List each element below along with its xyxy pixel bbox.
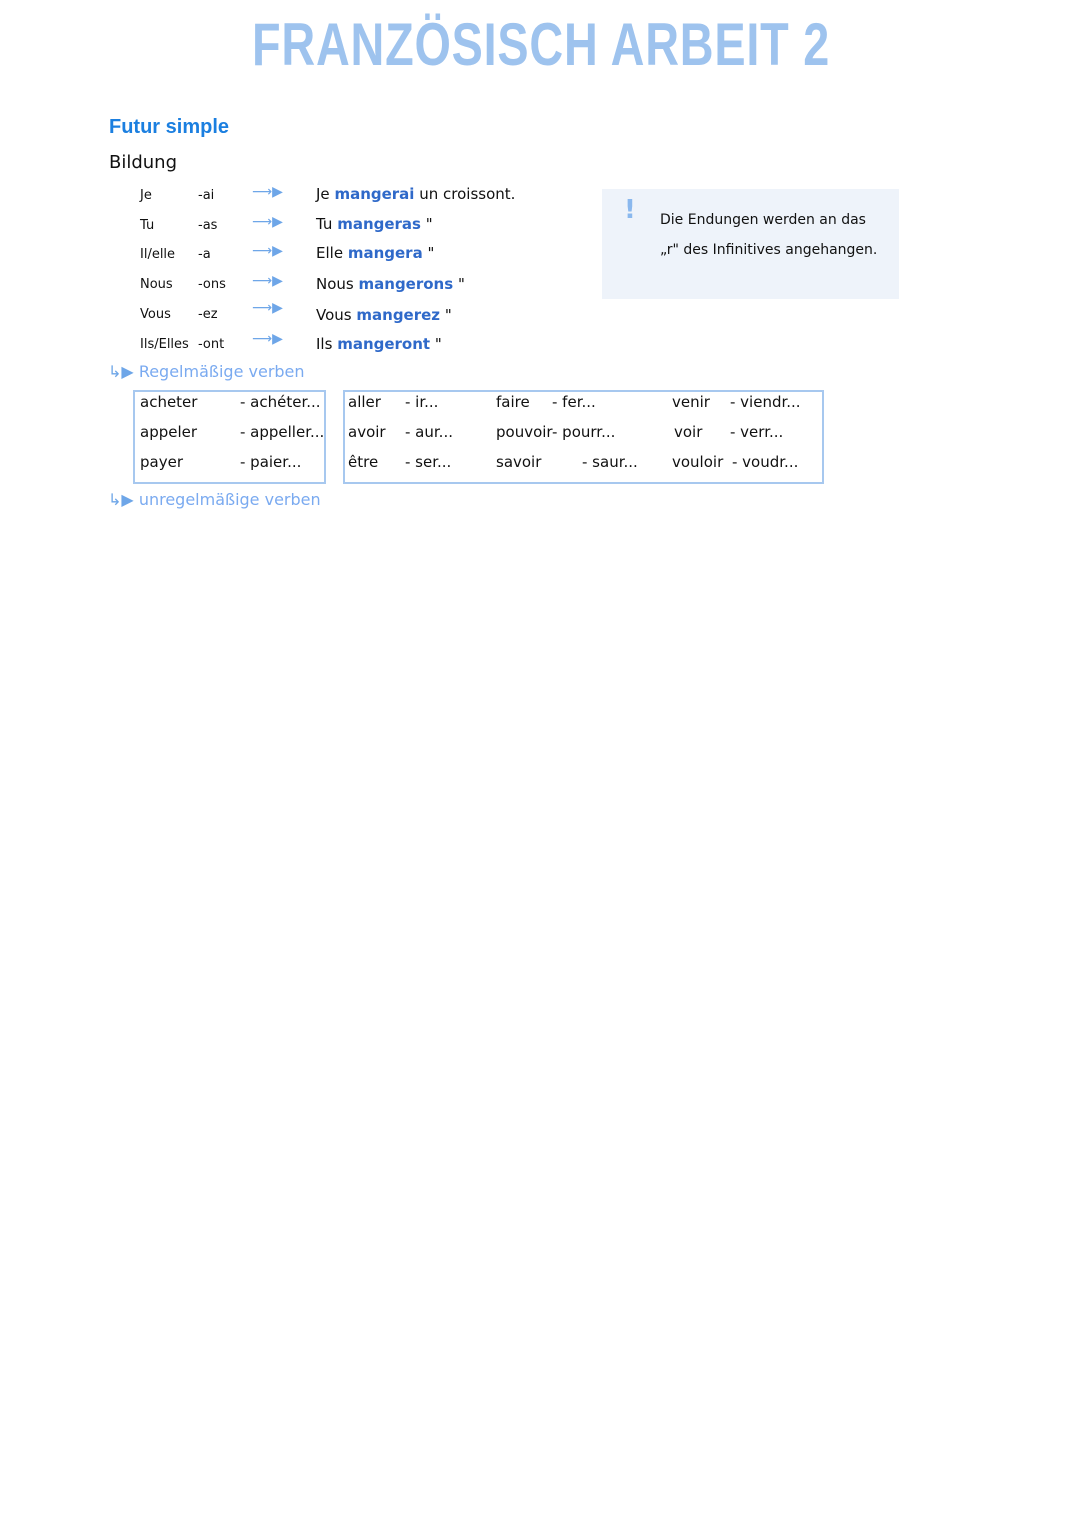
verb-stem: - ser... <box>405 453 452 471</box>
verb-infinitive: appeler <box>140 423 198 441</box>
irregular-label-text: unregelmäßige verben <box>138 490 321 509</box>
pronoun: Tu <box>140 218 155 233</box>
ending: -a <box>198 247 211 262</box>
arrow-right-icon: ⟶▶ <box>252 300 283 316</box>
regular-label-text: Regelmäßige verben <box>138 362 305 381</box>
verb-infinitive: faire <box>496 393 530 411</box>
verb-stem: - aur... <box>405 423 453 441</box>
page-title: FRANZÖSISCH ARBEIT 2 <box>252 11 831 78</box>
section-heading: Futur simple <box>109 116 230 138</box>
example-sentence <box>316 306 452 324</box>
example-subject: Ils <box>316 335 333 353</box>
arrow-right-icon: ⟶▶ <box>252 273 283 289</box>
example-subject: Tu <box>316 215 333 233</box>
verb-stem: - verr... <box>730 423 784 441</box>
verb-stem: - viendr... <box>730 393 801 411</box>
example-sentence <box>316 244 434 262</box>
verb-stem: - appeller... <box>240 423 325 441</box>
verb-stem: - voudr... <box>732 453 799 471</box>
verb-infinitive: pouvoir <box>496 423 553 441</box>
pronoun: Je <box>140 188 152 203</box>
arrow-right-icon: ⟶▶ <box>252 331 283 347</box>
regular-verbs-label <box>108 362 305 381</box>
verb-stem: - paier... <box>240 453 302 471</box>
ending: -as <box>198 218 218 233</box>
example-verb: mangerez <box>356 306 441 324</box>
verb-infinitive: savoir <box>496 453 542 471</box>
verb-stem: - achéter... <box>240 393 321 411</box>
example-sentence <box>316 215 433 233</box>
example-verb: mangera <box>347 244 423 262</box>
verb-infinitive: être <box>348 453 379 471</box>
example-verb: mangeras <box>337 215 421 233</box>
verb-infinitive: avoir <box>348 423 386 441</box>
example-verb: mangerons <box>358 275 454 293</box>
verb-infinitive: payer <box>140 453 183 471</box>
example-rest: " <box>444 306 452 324</box>
ending: -ons <box>198 277 226 292</box>
note-text: Die Endungen werden an das „r" des Infinitives angehangen. <box>660 212 878 258</box>
pronoun: Il/elle <box>140 247 176 262</box>
verb-stem: - ir... <box>405 393 439 411</box>
example-subject: Vous <box>316 306 352 324</box>
irregular-verbs-label <box>108 490 321 509</box>
arrow-right-icon: ⟶▶ <box>252 214 283 230</box>
example-rest: " <box>427 244 435 262</box>
example-verb: mangerai <box>334 185 415 203</box>
verb-stem: - pourr... <box>552 423 616 441</box>
example-subject: Nous <box>316 275 354 293</box>
example-rest: un croissont. <box>419 185 516 203</box>
exclamation-icon: ! <box>624 195 636 225</box>
verb-infinitive: acheter <box>140 393 198 411</box>
example-rest: " <box>425 215 433 233</box>
ending: -ai <box>198 188 215 203</box>
ending: -ez <box>198 307 218 322</box>
subsection-heading: Bildung <box>109 152 178 173</box>
example-sentence <box>316 335 442 353</box>
example-subject: Je <box>316 185 330 203</box>
pronoun: Ils/Elles <box>140 337 189 352</box>
arrow-down-right-icon: ↳▶ <box>108 490 134 509</box>
verb-infinitive: voir <box>674 423 703 441</box>
arrow-right-icon: ⟶▶ <box>252 243 283 259</box>
example-subject: Elle <box>316 244 344 262</box>
verb-infinitive: vouloir <box>672 453 724 471</box>
example-sentence <box>316 275 465 293</box>
example-rest: " <box>434 335 442 353</box>
ending: -ont <box>198 337 225 352</box>
verb-stem: - saur... <box>582 453 638 471</box>
pronoun: Vous <box>140 307 171 322</box>
example-verb: mangeront <box>337 335 431 353</box>
note-box <box>602 189 899 299</box>
arrow-down-right-icon: ↳▶ <box>108 362 134 381</box>
pronoun: Nous <box>140 277 173 292</box>
arrow-right-icon: ⟶▶ <box>252 184 283 200</box>
example-sentence <box>316 185 515 203</box>
verb-stem: - fer... <box>552 393 596 411</box>
verb-infinitive: aller <box>348 393 381 411</box>
example-rest: " <box>457 275 465 293</box>
verb-infinitive: venir <box>672 393 710 411</box>
